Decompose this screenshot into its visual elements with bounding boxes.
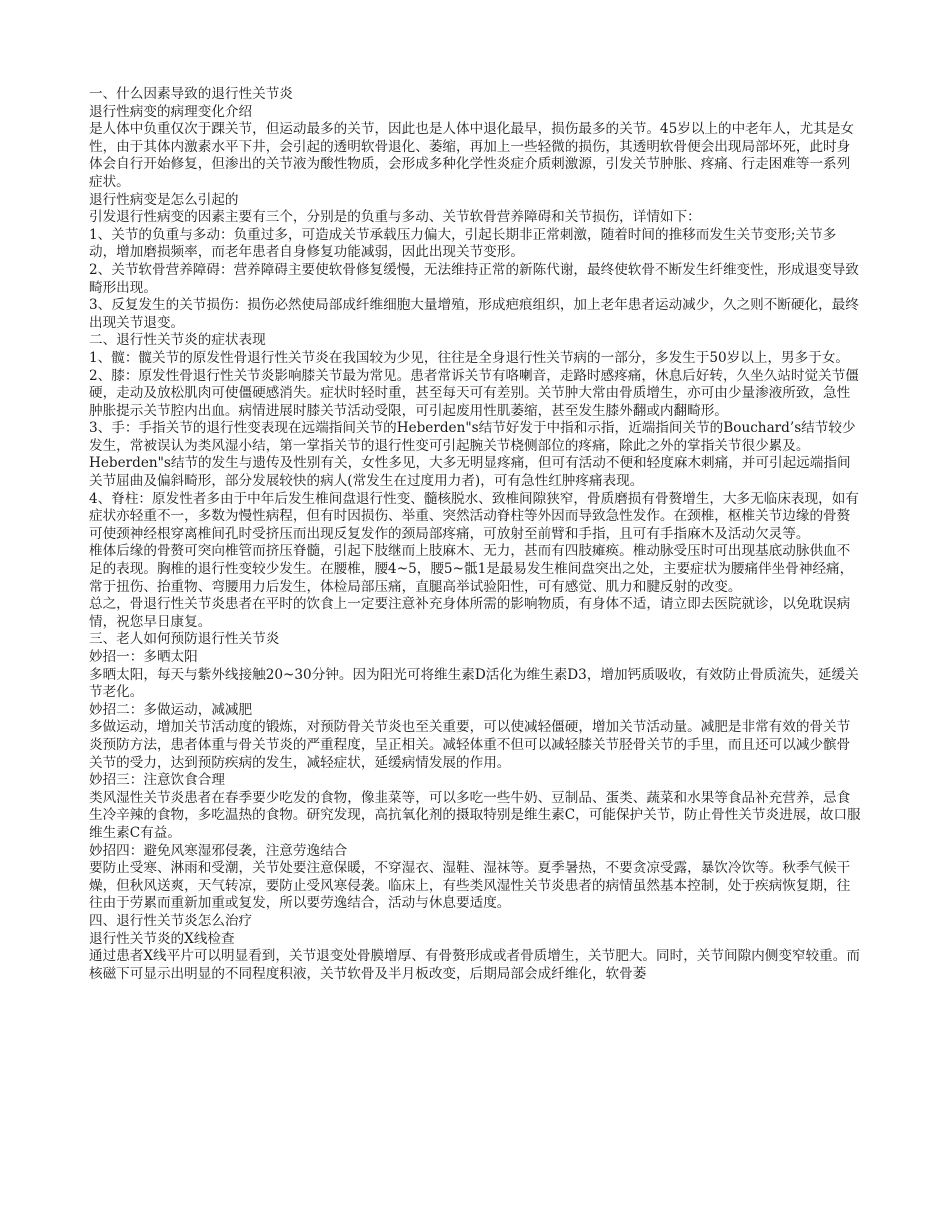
section-heading-2: 二、退行性关节炎的症状表现: [89, 332, 266, 349]
paragraph: 多晒太阳，每天与紫外线接触20~30分钟。因为阳光可将维生素D活化为维生素D3，增加钙质吸收，有效防止骨质流失，延缓关节老化。: [89, 666, 859, 701]
paragraph: 3、手：手指关节的退行性变表现在远端指间关节的Heberden"s结节好发于中指和示指，近端指间关节的Bouchard’s结节较少发生，常被误认为类风湿小结，第一掌指关节的退行性变可引起腕关节桡侧部位的疼痛，除此之外的掌指关节很少累及。Heberden"s结节的发生与遗传及性别有关，女性多见，大多无明显疼痛，但可有活动不便和轻度麻木刺痛，并可引起远端指间关节屈曲及偏斜畸形，部分发展较快的病人(常发生在过度用力者)，可有急性红肿疼痛表现。: [89, 420, 856, 490]
paragraph: 总之，骨退行性关节炎患者在平时的饮食上一定要注意补充身体所需的影响物质，有身体不适，请立即去医院就诊，以免耽误病情，祝您早日康复。: [89, 596, 851, 630]
paragraph: 类风湿性关节炎患者在春季要少吃发的食物，像韭菜等，可以多吃一些牛奶、豆制品、蛋类、蔬菜和水果等食品补充营养，忌食生冷辛辣的食物，多吃温热的食物。研究发现，高抗氧化剂的摄取特别是维生素C，可能保护关节，防止骨性关节炎进展，故口服维生素C有益。: [89, 789, 861, 841]
section-heading-1: 一、什么因素导致的退行性关节炎: [89, 86, 293, 102]
paragraph: 椎体后缘的骨赘可突向椎管而挤压脊髓，引起下肢继而上肢麻木、无力，甚而有四肢瘫痪。椎动脉受压时可出现基底动脉供血不足的表现。胸椎的退行性变较少发生。在腰椎，腰4~5，腰5~骶1是最易发生椎间盘突出之处，主要症状为腰痛伴坐骨神经痛，常于扭伤、抬重物、弯腰用力后发生，体检局部压痛，直腿高举试验阳性，可有感觉、肌力和腱反射的改变。: [89, 543, 854, 595]
paragraph: 4、脊柱：原发性者多由于中年后发生椎间盘退行性变、髓核脱水、致椎间隙狭窄，骨质磨损有骨赘增生，大多无临床表现，如有症状亦轻重不一，多数为慢性病程，但有时因损伤、举重、突然活动脊柱等外因而导致急性发作。在颈椎，枢椎关节边缘的骨赘可使颈神经根穿离椎间孔时受挤压而出现反复发作的颈局部疼痛，可放射至前臂和手指，且可有手指麻木及活动欠灵等。: [89, 490, 859, 542]
section-heading-4: 四、退行性关节炎怎么治疗: [89, 912, 253, 929]
paragraph: 2、膝：原发性骨退行性关节炎影响膝关节最为常见。患者常诉关节有咯喇音，走路时感疼痛，休息后好转，久坐久站时觉关节僵硬，走动及放松肌肉可使僵硬感消失。症状时轻时重，甚至每天可有差别。关节肿大常由骨质增生，亦可由少量渗液所致，急性肿胀提示关节腔内出血。病情进展时膝关节活动受限，可引起废用性肌萎缩，甚至发生膝外翻或内翻畸形。: [89, 367, 859, 419]
subheading-tip-4: 妙招四：避免风寒湿邪侵袭，注意劳逸结合: [89, 842, 348, 859]
paragraph: 通过患者X线平片可以明显看到，关节退变处骨膜增厚、有骨赘形成或者骨质增生，关节肥大。同时，关节间隙内侧变窄较重。而核磁下可显示出明显的不同程度积液，关节软骨及半月板改变，后期局部会成纤维化，软骨萎: [89, 948, 860, 982]
subheading-xray: 退行性关节炎的X线检查: [89, 930, 235, 947]
paragraph: 引发退行性病变的因素主要有三个，分别是的负重与多动、关节软骨营养障碍和关节损伤，详情如下：: [89, 209, 701, 226]
paragraph: 1、髋：髋关节的原发性骨退行性关节炎在我国较为少见，往往是全身退行性关节病的一部分，多发生于50岁以上，男多于女。: [89, 349, 850, 366]
subheading-causes: 退行性病变是怎么引起的: [89, 191, 239, 208]
subheading-pathology: 退行性病变的病理变化介绍: [89, 103, 253, 120]
paragraph: 1、关节的负重与多动：负重过多，可造成关节承载压力偏大，引起长期非正常刺激，随着时间的推移而发生关节变形;关节多动，增加磨损频率，而老年患者自身修复功能减弱，因此出现关节变形。: [89, 226, 837, 261]
paragraph: 是人体中负重仅次于踝关节，但运动最多的关节，因此也是人体中退化最早，损伤最多的关节。45岁以上的中老年人，尤其是女性，由于其体内激素水平下井，会引起的透明软骨退化、萎缩，再加上一些轻微的损伤，其透明软骨便会出现局部坏死，此时身体会自行开始修复，但渗出的关节液为酸性物质，会形成多种化学性炎症介质刺激源，引发关节肿胀、疼痛、行走困难等一系列症状。: [89, 121, 854, 190]
paragraph: 多做运动，增加关节活动度的锻炼，对预防骨关节炎也至关重要，可以使减轻僵硬，增加关节活动量。减肥是非常有效的骨关节炎预防方法，患者体重与骨关节炎的严重程度，呈正相关。减轻体重不但可以减轻膝关节胫骨关节的手里，而且还可以减少髌骨关节的受力，达到预防疾病的发生，减轻症状，延缓病情发展的作用。: [89, 719, 851, 771]
subheading-tip-3: 妙招三：注意饮食合理: [89, 772, 225, 789]
paragraph: 2、关节软骨营养障碍：营养障碍主要使软骨修复缓慢，无法维持正常的新陈代谢，最终使软骨不断发生纤维变性，形成退变导致畸形出现。: [89, 261, 859, 296]
subheading-tip-2: 妙招二：多做运动，减减肥: [89, 701, 253, 718]
subheading-tip-1: 妙招一：多晒太阳: [89, 649, 198, 665]
section-heading-3: 三、老人如何预防退行性关节炎: [89, 631, 280, 648]
paragraph: 3、反复发生的关节损伤：损伤必然使局部成纤维细胞大量增殖，形成疤痕组织，加上老年患者运动减少，久之则不断硬化，最终出现关节退变。: [89, 297, 859, 331]
paragraph: 要防止受寒、淋雨和受潮，关节处要注意保暖，不穿湿衣、湿鞋、湿袜等。夏季暑热，不要贪凉受露，暴饮冷饮等。秋季气候干燥，但秋风送爽，天气转凉，要防止受风寒侵袭。临床上，有些类风湿性关节炎患者的病情虽然基本控制，处于疾病恢复期，往往由于劳累而重新加重或复发，所以要劳逸结合，活动与休息要适度。: [89, 860, 851, 912]
